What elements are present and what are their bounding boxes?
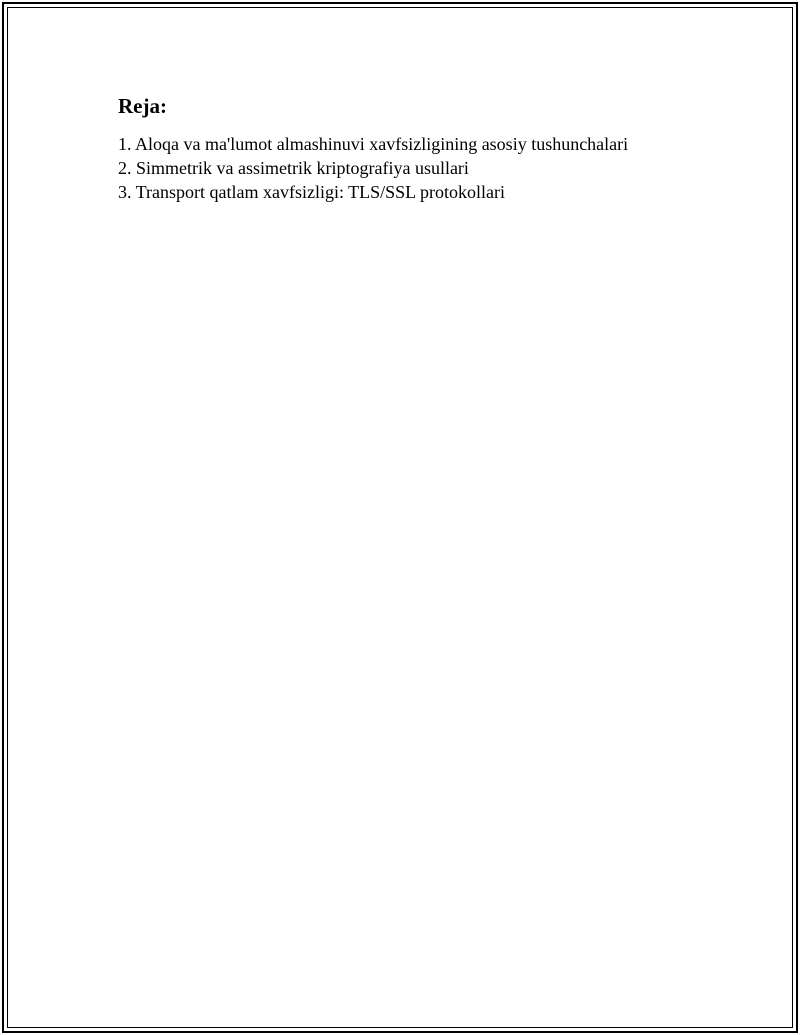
plan-item-1: 1. Aloqa va ma'lumot almashinuvi xavfsizligining asosiy tushunchalari <box>118 134 629 154</box>
plan-item-3: 3. Transport qatlam xavfsizligi: TLS/SSL protokollari <box>118 182 505 202</box>
page-title: Reja: <box>118 94 167 118</box>
page-content <box>118 92 738 204</box>
plan-item-2: 2. Simmetrik va assimetrik kriptografiya usullari <box>118 158 469 178</box>
plan-list <box>118 132 738 204</box>
